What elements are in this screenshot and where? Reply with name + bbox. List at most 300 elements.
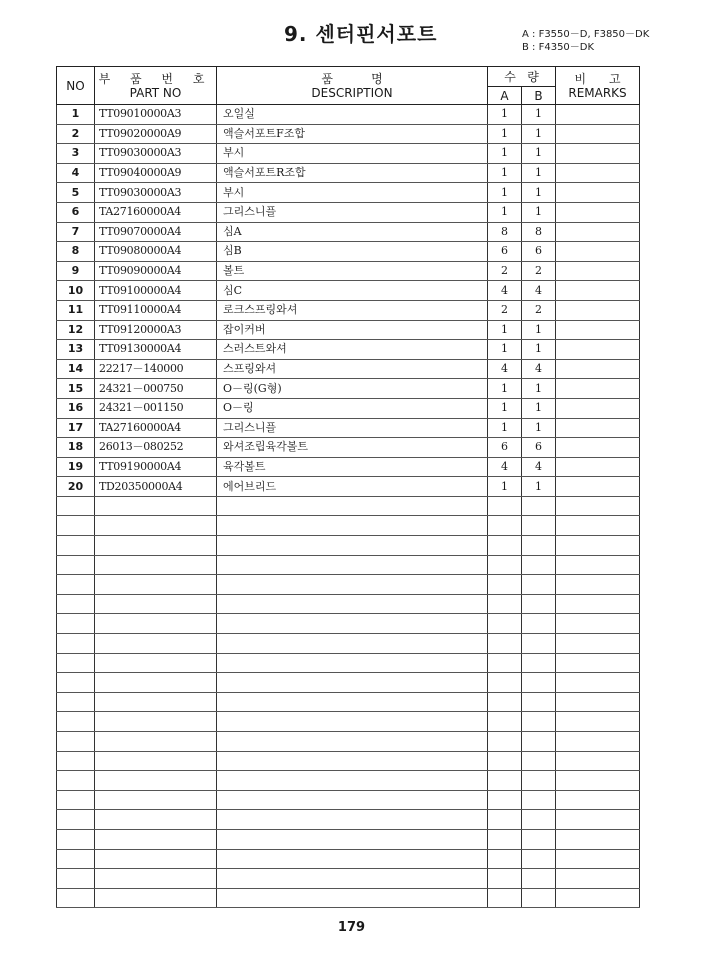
row-no: 12 [57, 320, 95, 340]
row-description [217, 614, 488, 634]
row-remarks [556, 124, 640, 144]
row-qty-a: 4 [488, 359, 522, 379]
table-row [57, 379, 640, 399]
row-qty-b [522, 634, 556, 654]
row-qty-b: 1 [522, 477, 556, 497]
row-part-no: TA27160000A4 [95, 418, 217, 438]
table-row [57, 105, 640, 125]
row-qty-b: 1 [522, 105, 556, 125]
row-part-no [95, 536, 217, 556]
row-remarks [556, 418, 640, 438]
row-remarks [556, 320, 640, 340]
row-no [57, 712, 95, 732]
row-part-no [95, 496, 217, 516]
row-description [217, 751, 488, 771]
row-qty-b: 1 [522, 183, 556, 203]
row-no: 1 [57, 105, 95, 125]
row-remarks [556, 457, 640, 477]
table-row [57, 163, 640, 183]
row-no [57, 496, 95, 516]
row-no: 9 [57, 261, 95, 281]
row-part-no: TT09070000A4 [95, 222, 217, 242]
table-row-empty [57, 594, 640, 614]
row-no [57, 829, 95, 849]
row-qty-a [488, 575, 522, 595]
row-description [217, 634, 488, 654]
header-no: NO [57, 67, 95, 105]
row-qty-a [488, 692, 522, 712]
row-qty-a [488, 555, 522, 575]
row-description: 육각볼트 [217, 457, 488, 477]
table-row-empty [57, 516, 640, 536]
row-description: 액슬서포트F조합 [217, 124, 488, 144]
row-qty-b [522, 810, 556, 830]
row-no [57, 810, 95, 830]
row-part-no [95, 673, 217, 693]
row-remarks [556, 261, 640, 281]
row-part-no [95, 869, 217, 889]
row-description [217, 516, 488, 536]
row-description [217, 594, 488, 614]
table-row [57, 398, 640, 418]
row-qty-a [488, 536, 522, 556]
row-qty-a: 1 [488, 418, 522, 438]
row-part-no [95, 634, 217, 654]
row-no: 6 [57, 202, 95, 222]
table-row-empty [57, 810, 640, 830]
row-no: 8 [57, 242, 95, 262]
row-part-no [95, 575, 217, 595]
row-qty-b [522, 594, 556, 614]
row-description [217, 888, 488, 908]
table-row [57, 457, 640, 477]
row-no [57, 536, 95, 556]
table-row [57, 281, 640, 301]
row-part-no [95, 555, 217, 575]
row-qty-b: 2 [522, 261, 556, 281]
row-qty-a: 2 [488, 300, 522, 320]
row-no [57, 653, 95, 673]
row-remarks [556, 614, 640, 634]
row-description [217, 555, 488, 575]
row-no [57, 869, 95, 889]
row-description: 부시 [217, 144, 488, 164]
row-remarks [556, 692, 640, 712]
table-row [57, 320, 640, 340]
row-no [57, 849, 95, 869]
row-qty-a: 2 [488, 261, 522, 281]
table-row [57, 183, 640, 203]
row-remarks [556, 183, 640, 203]
table-row-empty [57, 751, 640, 771]
page-number: 179 [337, 920, 366, 935]
header-qty-a: A [488, 87, 522, 105]
row-qty-a: 4 [488, 457, 522, 477]
table-row-empty [57, 614, 640, 634]
table-row [57, 300, 640, 320]
row-description [217, 496, 488, 516]
row-qty-b [522, 751, 556, 771]
row-remarks [556, 653, 640, 673]
row-part-no [95, 712, 217, 732]
row-description [217, 536, 488, 556]
row-no [57, 614, 95, 634]
row-qty-b [522, 829, 556, 849]
row-description [217, 732, 488, 752]
row-qty-b: 6 [522, 242, 556, 262]
row-qty-b [522, 614, 556, 634]
row-qty-a: 1 [488, 398, 522, 418]
row-remarks [556, 516, 640, 536]
row-part-no [95, 692, 217, 712]
header-qty-b: B [522, 87, 556, 105]
row-no: 2 [57, 124, 95, 144]
row-qty-a [488, 849, 522, 869]
row-remarks [556, 732, 640, 752]
row-part-no: TT09030000A3 [95, 144, 217, 164]
row-remarks [556, 144, 640, 164]
row-qty-b: 2 [522, 300, 556, 320]
row-qty-a [488, 614, 522, 634]
row-qty-b [522, 790, 556, 810]
row-remarks [556, 634, 640, 654]
row-qty-b: 4 [522, 359, 556, 379]
row-description: 스러스트와셔 [217, 340, 488, 360]
row-no [57, 555, 95, 575]
row-remarks [556, 477, 640, 497]
row-no [57, 673, 95, 693]
row-part-no: TT09190000A4 [95, 457, 217, 477]
row-description [217, 829, 488, 849]
page-title: 9. 센터핀서포트 [284, 22, 438, 46]
table-row [57, 477, 640, 497]
row-description [217, 849, 488, 869]
row-no: 14 [57, 359, 95, 379]
row-no [57, 751, 95, 771]
table-row [57, 144, 640, 164]
row-qty-a [488, 516, 522, 536]
row-qty-b [522, 536, 556, 556]
row-qty-b: 6 [522, 438, 556, 458]
header-remarks-ko: 비 고 [574, 71, 621, 86]
row-no: 13 [57, 340, 95, 360]
row-qty-a [488, 751, 522, 771]
row-qty-b: 1 [522, 418, 556, 438]
table-row [57, 222, 640, 242]
row-remarks [556, 829, 640, 849]
row-part-no: TT09120000A3 [95, 320, 217, 340]
row-remarks [556, 359, 640, 379]
row-remarks [556, 163, 640, 183]
row-qty-a: 1 [488, 124, 522, 144]
row-qty-b: 1 [522, 398, 556, 418]
row-remarks [556, 379, 640, 399]
row-remarks [556, 555, 640, 575]
row-qty-a: 6 [488, 242, 522, 262]
row-qty-a [488, 790, 522, 810]
table-row-empty [57, 849, 640, 869]
row-description: 스프링와셔 [217, 359, 488, 379]
table-row-empty [57, 829, 640, 849]
row-qty-b: 4 [522, 457, 556, 477]
row-qty-b: 1 [522, 163, 556, 183]
row-no: 17 [57, 418, 95, 438]
table-row-empty [57, 771, 640, 791]
row-description: 심A [217, 222, 488, 242]
row-remarks [556, 222, 640, 242]
row-qty-a: 1 [488, 340, 522, 360]
table-row-empty [57, 536, 640, 556]
row-no: 19 [57, 457, 95, 477]
row-part-no [95, 594, 217, 614]
row-qty-a: 6 [488, 438, 522, 458]
row-no: 3 [57, 144, 95, 164]
row-description: 부시 [217, 183, 488, 203]
row-no [57, 771, 95, 791]
row-qty-a: 1 [488, 105, 522, 125]
row-remarks [556, 300, 640, 320]
row-description [217, 692, 488, 712]
row-no [57, 594, 95, 614]
row-part-no [95, 771, 217, 791]
table-row [57, 242, 640, 262]
row-description: 로크스프링와셔 [217, 300, 488, 320]
row-part-no: TT09100000A4 [95, 281, 217, 301]
row-remarks [556, 202, 640, 222]
row-part-no: TD20350000A4 [95, 477, 217, 497]
table-row-empty [57, 790, 640, 810]
row-description [217, 869, 488, 889]
row-qty-b [522, 869, 556, 889]
row-remarks [556, 810, 640, 830]
row-no: 16 [57, 398, 95, 418]
row-remarks [556, 790, 640, 810]
table-row-empty [57, 692, 640, 712]
row-part-no: 24321－000750 [95, 379, 217, 399]
table-row-empty [57, 888, 640, 908]
row-no: 4 [57, 163, 95, 183]
row-remarks [556, 712, 640, 732]
row-qty-a [488, 634, 522, 654]
row-description: 에어브리드 [217, 477, 488, 497]
table-row-empty [57, 712, 640, 732]
row-no [57, 692, 95, 712]
row-description: 그리스니플 [217, 418, 488, 438]
header-description [217, 67, 488, 105]
table-row [57, 438, 640, 458]
row-part-no: TA27160000A4 [95, 202, 217, 222]
row-part-no [95, 829, 217, 849]
row-remarks [556, 281, 640, 301]
row-remarks [556, 869, 640, 889]
row-part-no [95, 732, 217, 752]
row-part-no [95, 751, 217, 771]
row-qty-a [488, 810, 522, 830]
row-remarks [556, 849, 640, 869]
row-remarks [556, 340, 640, 360]
header-remarks [556, 67, 640, 105]
row-description [217, 673, 488, 693]
model-note-b: B : F4350－DK [522, 42, 595, 53]
row-no: 5 [57, 183, 95, 203]
row-qty-b: 1 [522, 144, 556, 164]
row-part-no [95, 888, 217, 908]
table-row [57, 340, 640, 360]
row-remarks [556, 575, 640, 595]
header-description-ko: 품 명 [321, 71, 383, 86]
row-qty-b: 1 [522, 340, 556, 360]
row-description [217, 712, 488, 732]
parts-table [56, 66, 640, 908]
row-remarks [556, 771, 640, 791]
table-row [57, 418, 640, 438]
row-qty-a [488, 594, 522, 614]
header-description-en: DESCRIPTION [311, 85, 393, 100]
row-no: 15 [57, 379, 95, 399]
row-description: 볼트 [217, 261, 488, 281]
row-qty-a [488, 829, 522, 849]
row-qty-b [522, 712, 556, 732]
row-no: 11 [57, 300, 95, 320]
row-qty-b [522, 692, 556, 712]
parts-table-body [57, 105, 640, 908]
row-description: 잡이커버 [217, 320, 488, 340]
row-part-no: TT09040000A9 [95, 163, 217, 183]
model-note [522, 28, 649, 54]
row-remarks [556, 242, 640, 262]
model-note-a: A : F3550－D, F3850－DK [522, 29, 650, 40]
row-remarks [556, 751, 640, 771]
table-row-empty [57, 575, 640, 595]
table-row [57, 359, 640, 379]
row-part-no [95, 653, 217, 673]
row-part-no [95, 614, 217, 634]
row-description: O－링 [217, 398, 488, 418]
row-part-no: TT09090000A4 [95, 261, 217, 281]
row-description: 액슬서포트R조합 [217, 163, 488, 183]
table-row-empty [57, 496, 640, 516]
row-qty-a: 1 [488, 144, 522, 164]
row-no: 10 [57, 281, 95, 301]
row-remarks [556, 398, 640, 418]
row-no [57, 634, 95, 654]
table-row-empty [57, 732, 640, 752]
row-qty-b [522, 732, 556, 752]
row-qty-a: 1 [488, 477, 522, 497]
row-qty-b: 1 [522, 320, 556, 340]
row-description: 오일실 [217, 105, 488, 125]
row-qty-a: 1 [488, 379, 522, 399]
table-row-empty [57, 869, 640, 889]
row-no [57, 575, 95, 595]
row-description [217, 810, 488, 830]
row-part-no: 26013－080252 [95, 438, 217, 458]
row-qty-b: 1 [522, 202, 556, 222]
table-row-empty [57, 673, 640, 693]
table-row-empty [57, 634, 640, 654]
row-qty-a: 4 [488, 281, 522, 301]
row-part-no [95, 849, 217, 869]
row-qty-a [488, 653, 522, 673]
row-part-no [95, 810, 217, 830]
table-row [57, 202, 640, 222]
row-qty-a [488, 771, 522, 791]
row-no: 18 [57, 438, 95, 458]
row-qty-a [488, 869, 522, 889]
table-row-empty [57, 653, 640, 673]
table-row [57, 261, 640, 281]
row-remarks [556, 594, 640, 614]
row-qty-a [488, 496, 522, 516]
row-qty-a: 8 [488, 222, 522, 242]
row-qty-b [522, 771, 556, 791]
row-qty-a: 1 [488, 163, 522, 183]
row-part-no: TT09080000A4 [95, 242, 217, 262]
row-no: 20 [57, 477, 95, 497]
header-quantity: 수 량 [488, 67, 556, 87]
row-qty-b [522, 516, 556, 536]
row-description [217, 790, 488, 810]
row-part-no: TT09020000A9 [95, 124, 217, 144]
row-qty-b [522, 575, 556, 595]
row-qty-a: 1 [488, 183, 522, 203]
header-part-no-en: PART NO [129, 85, 182, 100]
row-part-no: 24321－001150 [95, 398, 217, 418]
row-no [57, 516, 95, 536]
row-description: 심B [217, 242, 488, 262]
row-remarks [556, 438, 640, 458]
header-part-no-ko: 부 품 번 호 [98, 71, 213, 86]
row-qty-b: 1 [522, 124, 556, 144]
row-remarks [556, 496, 640, 516]
row-qty-b [522, 673, 556, 693]
header-remarks-en: REMARKS [568, 85, 627, 100]
row-description: 그리스니플 [217, 202, 488, 222]
header-part-no [95, 67, 217, 105]
row-part-no [95, 790, 217, 810]
row-description [217, 771, 488, 791]
row-qty-a: 1 [488, 202, 522, 222]
row-part-no: TT09110000A4 [95, 300, 217, 320]
row-qty-b [522, 888, 556, 908]
row-no [57, 790, 95, 810]
row-qty-a: 1 [488, 320, 522, 340]
row-qty-b [522, 496, 556, 516]
table-row-empty [57, 555, 640, 575]
row-part-no: TT09030000A3 [95, 183, 217, 203]
row-qty-b: 1 [522, 379, 556, 399]
row-description [217, 575, 488, 595]
row-no [57, 888, 95, 908]
row-qty-a [488, 673, 522, 693]
row-part-no: TT09130000A4 [95, 340, 217, 360]
row-remarks [556, 673, 640, 693]
row-part-no [95, 516, 217, 536]
row-description: O－링(G형) [217, 379, 488, 399]
row-no: 7 [57, 222, 95, 242]
row-remarks [556, 105, 640, 125]
row-qty-a [488, 732, 522, 752]
row-description: 심C [217, 281, 488, 301]
row-qty-b [522, 653, 556, 673]
row-qty-b: 8 [522, 222, 556, 242]
row-qty-b: 4 [522, 281, 556, 301]
row-qty-a [488, 888, 522, 908]
row-no [57, 732, 95, 752]
row-qty-b [522, 555, 556, 575]
row-part-no: TT09010000A3 [95, 105, 217, 125]
row-qty-a [488, 712, 522, 732]
